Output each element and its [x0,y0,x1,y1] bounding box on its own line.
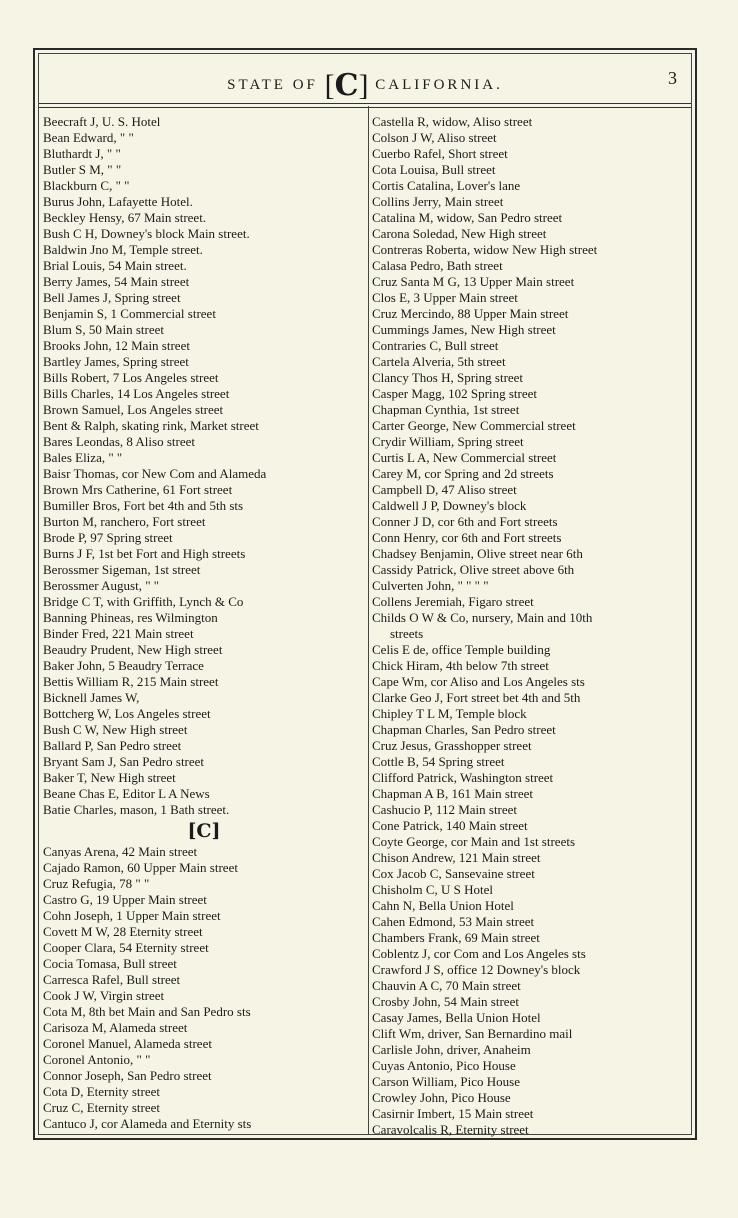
directory-entry: Bluthardt J, " " [43,146,121,161]
directory-entry: Conn Henry, cor 6th and Fort streets [372,530,562,545]
directory-entry: Carona Soledad, New High street [372,226,547,241]
directory-entry: Bales Eliza, " " [43,450,123,465]
directory-entry: Canyas Arena, 42 Main street [43,844,198,859]
directory-entry: Chauvin A C, 70 Main street [372,978,521,993]
directory-entry: Curtis L A, New Commercial street [372,450,557,465]
directory-entry: Bares Leondas, 8 Aliso street [43,434,195,449]
directory-entry: Bills Robert, 7 Los Angeles street [43,370,219,385]
directory-entry: Connor Joseph, San Pedro street [43,1068,212,1083]
directory-entry: Baker T, New High street [43,770,176,785]
column-divider [368,106,369,1134]
right-column-c-entries [372,114,700,1138]
directory-entry: Clifford Patrick, Washington street [372,770,554,785]
directory-entry: Brial Louis, 54 Main street. [43,258,187,273]
directory-entry: Cone Patrick, 140 Main street [372,818,528,833]
directory-entry: Clarke Geo J, Fort street bet 4th and 5th [372,690,581,705]
directory-entry: Chadsey Benjamin, Olive street near 6th [372,546,583,561]
directory-entry: Castro G, 19 Upper Main street [43,892,207,907]
title-letter: C [334,68,359,103]
directory-entry: Binder Fred, 221 Main street [43,626,194,641]
page-frame [33,48,697,1140]
directory-entry: Cuyas Antonio, Pico House [372,1058,516,1073]
directory-entry: Cummings James, New High street [372,322,556,337]
directory-entry: Cajado Ramon, 60 Upper Main street [43,860,238,875]
directory-entry: Baker John, 5 Beaudry Terrace [43,658,204,673]
directory-entry: Carter George, New Commercial street [372,418,576,433]
directory-entry: Carlisle John, driver, Anaheim [372,1042,531,1057]
directory-entry: Bent & Ralph, skating rink, Market street [43,418,259,433]
directory-entry: Coronel Antonio, " " [43,1052,151,1067]
directory-entry: Cashucio P, 112 Main street [372,802,518,817]
directory-entry: Berossmer Sigeman, 1st street [43,562,201,577]
directory-entry: Batie Charles, mason, 1 Bath street. [43,802,230,817]
directory-entry: Crowley John, Pico House [372,1090,511,1105]
directory-entry: Bumiller Bros, Fort bet 4th and 5th sts [43,498,244,513]
section-marker-c: [C] [187,820,221,842]
title-bracket-open: [ [324,69,335,102]
directory-entry: Carey M, cor Spring and 2d streets [372,466,554,481]
page-number: 3 [668,68,677,88]
directory-entry: Culverten John, " " " " [372,578,489,593]
directory-entry: streets [390,626,424,641]
directory-entry: Coblentz J, cor Com and Los Angeles sts [372,946,586,961]
directory-entry: Brode P, 97 Spring street [43,530,173,545]
directory-entry: Catalina M, widow, San Pedro street [372,210,563,225]
directory-entry: Chison Andrew, 121 Main street [372,850,541,865]
directory-entry: Bush C H, Downey's block Main street. [43,226,250,241]
directory-entry: Celis E de, office Temple building [372,642,551,657]
directory-entry: Cota Louisa, Bull street [372,162,496,177]
left-column-b-entries [43,114,365,818]
directory-entry: Casay James, Bella Union Hotel [372,1010,541,1025]
page-header [39,64,691,103]
left-column [43,114,365,1132]
directory-entry: Caravolcalis R, Eternity street [372,1122,529,1137]
directory-entry: Casirnir Imbert, 15 Main street [372,1106,534,1121]
directory-entry: Campbell D, 47 Aliso street [372,482,517,497]
directory-entry: Crosby John, 54 Main street [372,994,519,1009]
directory-entry: Covett M W, 28 Eternity street [43,924,203,939]
directory-entry: Cartela Alveria, 5th street [372,354,506,369]
directory-entry: Blum S, 50 Main street [43,322,164,337]
directory-entry: Cook J W, Virgin street [43,988,165,1003]
directory-entry: Cooper Clara, 54 Eternity street [43,940,209,955]
directory-entry: Beane Chas E, Editor L A News [43,786,210,801]
directory-entry: Crydir William, Spring street [372,434,524,449]
directory-entry: Chambers Frank, 69 Main street [372,930,540,945]
directory-entry: Carisoza M, Alameda street [43,1020,188,1035]
directory-entry: Bryant Sam J, San Pedro street [43,754,205,769]
directory-entry: Berossmer August, " " [43,578,160,593]
directory-entry: Crawford J S, office 12 Downey's block [372,962,581,977]
directory-entry: Clos E, 3 Upper Main street [372,290,518,305]
directory-entry: Burus John, Lafayette Hotel. [43,194,193,209]
directory-entry: Chapman Cynthia, 1st street [372,402,520,417]
directory-entry: Cohn Joseph, 1 Upper Main street [43,908,221,923]
header-rule [39,103,691,108]
directory-entry: Beecraft J, U. S. Hotel [43,114,161,129]
directory-entry: Chapman Charles, San Pedro street [372,722,556,737]
directory-entry: Caldwell J P, Downey's block [372,498,527,513]
directory-entry: Cota M, 8th bet Main and San Pedro sts [43,1004,251,1019]
directory-entry: Cruz C, Eternity street [43,1100,160,1115]
directory-entry: Baisr Thomas, cor New Com and Alameda [43,466,267,481]
directory-entry: Banning Phineas, res Wilmington [43,610,218,625]
directory-entry: Baldwin Jno M, Temple street. [43,242,203,257]
directory-entry: Chisholm C, U S Hotel [372,882,493,897]
directory-entry: Butler S M, " " [43,162,122,177]
directory-entry: Bell James J, Spring street [43,290,181,305]
directory-entry: Bills Charles, 14 Los Angeles street [43,386,230,401]
directory-entry: Beaudry Prudent, New High street [43,642,223,657]
directory-entry: Calasa Pedro, Bath street [372,258,503,273]
directory-entry: Carson William, Pico House [372,1074,521,1089]
directory-entry: Cruz Santa M G, 13 Upper Main street [372,274,575,289]
directory-entry: Coronel Manuel, Alameda street [43,1036,212,1051]
directory-entry: Brown Mrs Catherine, 61 Fort street [43,482,233,497]
directory-entry: Cahen Edmond, 53 Main street [372,914,535,929]
title-california: CALIFORNIA. [375,77,503,93]
right-column [372,114,700,1138]
directory-entry: Collens Jeremiah, Figaro street [372,594,534,609]
directory-entry: Clift Wm, driver, San Bernardino mail [372,1026,573,1041]
left-column-c-entries [43,844,365,1132]
directory-entry: Burton M, ranchero, Fort street [43,514,206,529]
directory-entry: Bicknell James W, [43,690,140,705]
directory-entry: Cota D, Eternity street [43,1084,160,1099]
directory-entry: Burns J F, 1st bet Fort and High streets [43,546,246,561]
directory-entry: Childs O W & Co, nursery, Main and 10th [372,610,593,625]
directory-entry: Benjamin S, 1 Commercial street [43,306,216,321]
directory-entry: Bettis William R, 215 Main street [43,674,219,689]
directory-entry: Colson J W, Aliso street [372,130,497,145]
directory-entry: Contreras Roberta, widow New High street [372,242,598,257]
title-state-of: STATE OF [227,77,318,93]
directory-entry: Blackburn C, " " [43,178,130,193]
directory-entry: Carresca Rafel, Bull street [43,972,181,987]
directory-entry: Brooks John, 12 Main street [43,338,190,353]
directory-entry: Cape Wm, cor Aliso and Los Angeles sts [372,674,585,689]
directory-entry: Clancy Thos H, Spring street [372,370,524,385]
directory-entry: Cruz Jesus, Grasshopper street [372,738,532,753]
directory-entry: Chapman A B, 161 Main street [372,786,534,801]
running-title [39,68,691,103]
directory-entry: Chipley T L M, Temple block [372,706,527,721]
directory-entry: Cocia Tomasa, Bull street [43,956,177,971]
directory-entry: Cantuco J, cor Alameda and Eternity sts [43,1116,252,1131]
directory-entry: Berry James, 54 Main street [43,274,190,289]
directory-entry: Bush C W, New High street [43,722,188,737]
directory-entry: Cahn N, Bella Union Hotel [372,898,514,913]
directory-entry: Coyte George, cor Main and 1st streets [372,834,576,849]
directory-entry: Ballard P, San Pedro street [43,738,182,753]
directory-entry: Bean Edward, " " [43,130,134,145]
directory-entry: Brown Samuel, Los Angeles street [43,402,224,417]
directory-entry: Chick Hiram, 4th below 7th street [372,658,549,673]
directory-entry: Bottcherg W, Los Angeles street [43,706,211,721]
directory-entry: Cruz Refugia, 78 " " [43,876,150,891]
directory-entry: Cottle B, 54 Spring street [372,754,505,769]
directory-entry: Cox Jacob C, Sansevaine street [372,866,535,881]
directory-entry: Bartley James, Spring street [43,354,189,369]
directory-entry: Contraries C, Bull street [372,338,499,353]
directory-entry: Cruz Mercindo, 88 Upper Main street [372,306,569,321]
directory-entry: Conner J D, cor 6th and Fort streets [372,514,558,529]
directory-entry: Bridge C T, with Griffith, Lynch & Co [43,594,244,609]
title-bracket-close: ] [358,69,369,102]
inner-frame [38,53,692,1135]
directory-entry: Cortis Catalina, Lover's lane [372,178,521,193]
directory-entry: Casper Magg, 102 Spring street [372,386,538,401]
directory-entry: Collins Jerry, Main street [372,194,504,209]
directory-entry: Cuerbo Rafel, Short street [372,146,508,161]
directory-entry: Beckley Hensy, 67 Main street. [43,210,207,225]
directory-entry: Cassidy Patrick, Olive street above 6th [372,562,575,577]
directory-entry: Castella R, widow, Aliso street [372,114,533,129]
